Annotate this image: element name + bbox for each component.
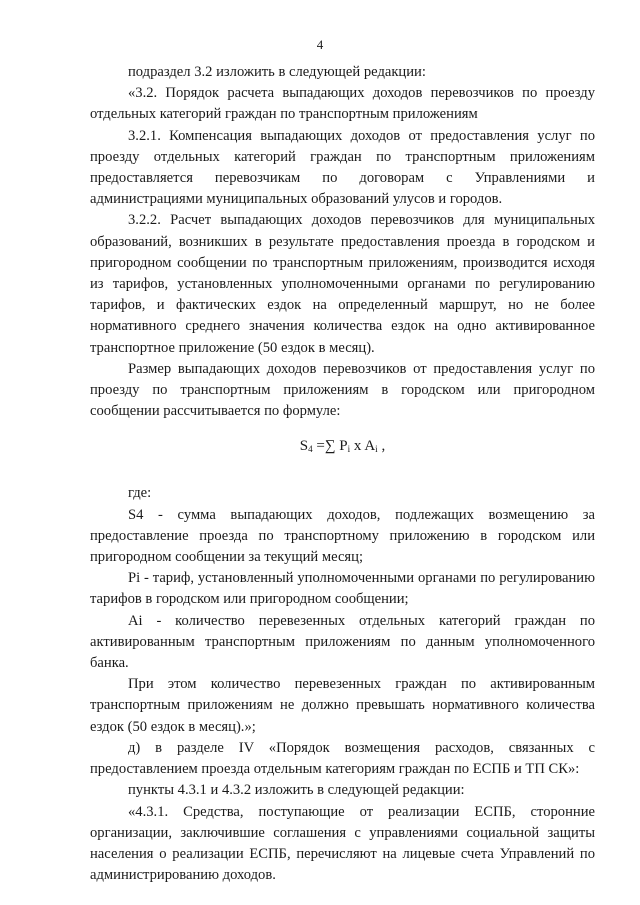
paragraph: где: [128,485,152,502]
paragraph: S4 - сумма выпадающих доходов, подлежащих возмещению за предоставление проезда по транспортному приложению в городском или пригородном сообщении за текущий месяц; [90,506,595,566]
document-body [90,62,595,886]
page-number: 4 [316,37,324,52]
paragraph: Ai - количество перевезенных отдельных категорий граждан по активированным транспортным приложениям по данным уполномоченного банка. [90,612,595,672]
paragraph: д) в разделе IV «Порядок возмещения расходов, связанных с предоставлением проезда отдельным категориям граждан по ЕСПБ и ТП СК»: [90,739,595,778]
paragraph: Pi - тариф, установленный уполномоченными органами по регулированию тарифов в городском или пригородном сообщении; [90,570,595,608]
formula: $S_4$ =∑ $P_i$ x $A_i$ , [299,438,386,455]
paragraph: 3.2.2. Расчет выпадающих доходов перевозчиков для муниципальных образований, возникших в результате предоставления проезда в городском и пригородном сообщении по транспортным приложениям, производится исходя из тарифов, установленных уполномоченными органами по регулированию тарифов, и фактических ездок на определенный маршрут, но не более нормативного среднего значения количества ездок на одно активированное транспортное приложение (50 ездок в месяц). [90,212,595,356]
paragraph: «4.3.1. Средства, поступающие от реализации ЕСПБ, сторонние организации, заключившие соглашения с управлениями социальной защиты населения о реализации ЕСПБ, перечисляют на лицевые счета Управлений по администрированию доходов. [90,803,595,884]
paragraph: При этом количество перевезенных граждан по активированным транспортным приложениям не должно превышать нормативного количества ездок (50 ездок в месяц).»; [90,676,595,735]
paragraph: пункты 4.3.1 и 4.3.2 изложить в следующей редакции: [128,782,465,799]
paragraph: подраздел 3.2 изложить в следующей редакции: [128,64,426,80]
paragraph: «3.2. Порядок расчета выпадающих доходов перевозчиков по проезду отдельных категорий граждан по транспортным приложениям [90,85,595,123]
paragraph: 3.2.1. Компенсация выпадающих доходов от предоставления услуг по проезду отдельных категорий граждан по транспортным приложениям предоставляется перевозчикам по договорам с Управлениями и администрациями муниципальных образований улусов и городов. [90,127,595,208]
paragraph: Размер выпадающих доходов перевозчиков от предоставления услуг по проезду по транспортным приложениям в городском или пригородном сообщении рассчитывается по формуле: [90,360,595,420]
